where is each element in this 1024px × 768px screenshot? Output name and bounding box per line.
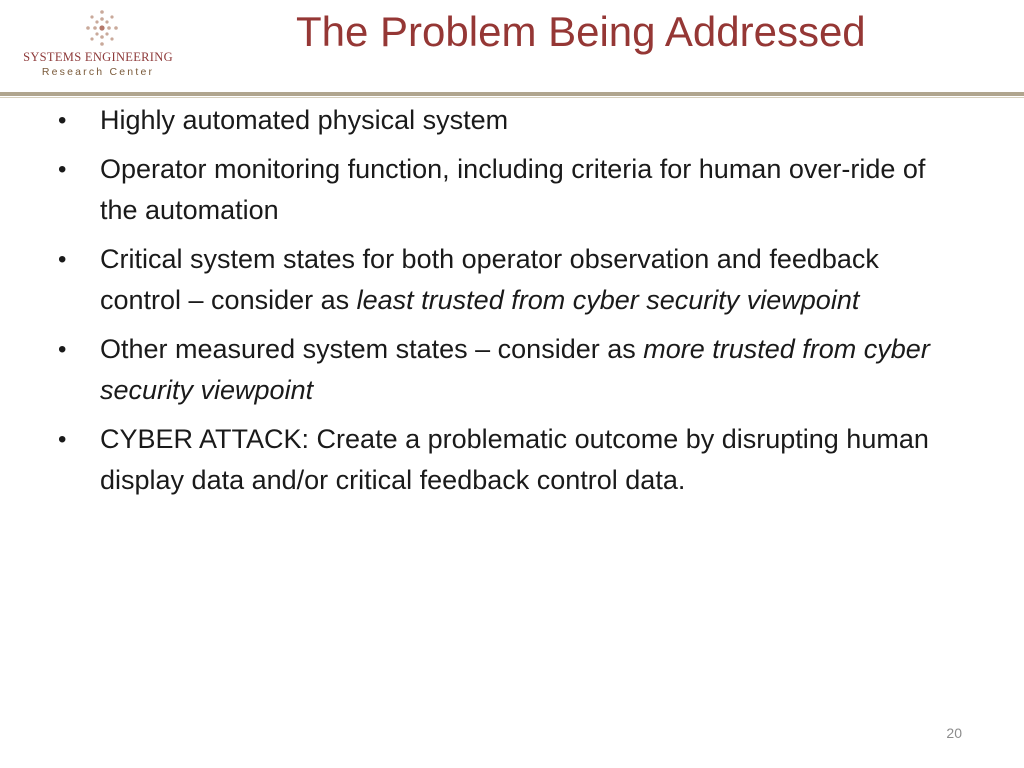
page-number: 20: [946, 725, 962, 741]
bullet-item: [52, 100, 952, 141]
logo: [8, 8, 188, 80]
bullet-dot-icon: •: [58, 107, 67, 134]
bullet-text: CYBER ATTACK: Create a problematic outcome by disrupting human display data and/or critical feedback control data.: [100, 424, 929, 495]
logo-text-line2: Research Center: [41, 66, 155, 78]
bullet-emphasis-text: least trusted from cyber security viewpoint: [356, 285, 860, 315]
bullet-dot-icon: •: [58, 156, 67, 183]
bullet-text: Operator monitoring function, including criteria for human over-ride of the automation: [100, 154, 926, 225]
bullet-dot-icon: •: [58, 246, 67, 273]
bullet-item: [52, 149, 952, 231]
bullet-item: [52, 329, 952, 411]
bullet-text: Highly automated physical system: [100, 105, 509, 135]
logo-text-line1: SYSTEMS ENGINEERING: [23, 50, 173, 64]
bullet-list: [52, 100, 952, 509]
title-divider: [0, 92, 1024, 96]
slide-title: The Problem Being Addressed: [296, 8, 866, 55]
logo-starburst-icon: [84, 8, 120, 48]
bullet-dot-icon: •: [58, 426, 67, 453]
bullet-dot-icon: •: [58, 336, 67, 363]
bullet-emphasis-text: more trusted from cyber security viewpoint: [100, 334, 930, 405]
bullet-item: [52, 419, 952, 501]
bullet-item: [52, 239, 952, 321]
bullet-text: Critical system states for both operator observation and feedback control – consider as: [100, 244, 879, 315]
bullet-text: Other measured system states – consider as: [100, 334, 644, 364]
title-divider-thin: [0, 97, 1024, 98]
